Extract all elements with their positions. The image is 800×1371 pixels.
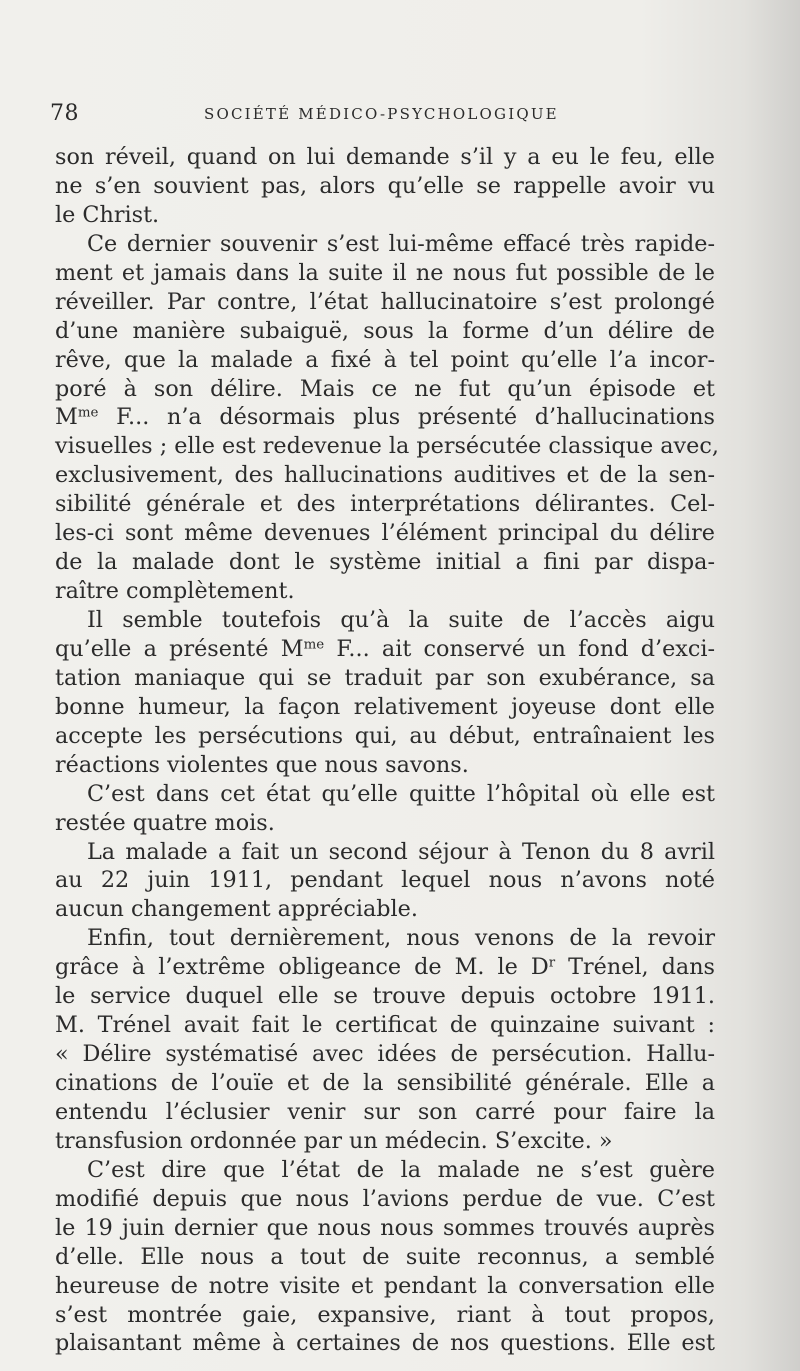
text-line: tation maniaque qui se traduit par son exubérance, sa <box>55 664 715 691</box>
text-line: réactions violentes que nous savons. <box>55 751 469 778</box>
text-line: aucun changement appréciable. <box>55 896 418 923</box>
text-line: Ce dernier souvenir s’est lui-même effacé très rapide- <box>87 230 715 257</box>
page-number: 78 <box>50 101 79 126</box>
text-line: rêve, que la malade a fixé à tel point qu’elle l’a incor- <box>55 346 715 373</box>
running-head: SOCIÉTÉ MÉDICO-PSYCHOLOGIQUE <box>204 105 559 123</box>
text-line: visuelles ; elle est redevenue la persécutée classique avec, <box>55 433 719 460</box>
text-line: ment et jamais dans la suite il ne nous fut possible de le <box>55 259 715 286</box>
text-line: transfusion ordonnée par un médecin. S’excite. » <box>55 1127 613 1154</box>
text-line: le Christ. <box>55 201 160 228</box>
text-line: exclusivement, des hallucinations auditives et de la sen- <box>55 462 715 489</box>
text-line: son réveil, quand on lui demande s’il y a eu le feu, elle <box>55 144 715 170</box>
text-line: d’une manière subaiguë, sous la forme d’un délire de <box>55 317 715 344</box>
text-line: C’est dire que l’état de la malade ne s’est guère <box>87 1156 715 1183</box>
text-line: poré à son délire. Mais ce ne fut qu’un épisode et <box>55 375 715 402</box>
text-line: au 22 juin 1911, pendant lequel nous n’avons noté <box>55 867 715 894</box>
text-line: s’est montrée gaie, expansive, riant à tout propos, <box>55 1301 715 1328</box>
text-line: réveiller. Par contre, l’état hallucinatoire s’est prolongé <box>55 288 715 315</box>
text-line: plaisantant même à certaines de nos questions. Elle est <box>55 1330 715 1357</box>
text-line: entendu l’éclusier venir sur son carré pour faire la <box>55 1098 715 1125</box>
text-line: qu’elle a présenté $M^{me}$ F... ait conservé un fond d’exci- <box>55 635 716 662</box>
text-line: sibilité générale et des interprétations délirantes. Cel- <box>55 491 715 518</box>
text-line: raître complètement. <box>55 578 295 605</box>
text-line: ne s’en souvient pas, alors qu’elle se rappelle avoir vu <box>55 172 715 199</box>
text-line: grâce à l’extrême obligeance de M. le $D^r$ Trénel, dans <box>55 954 716 981</box>
text-line: « Délire systématisé avec idées de persécution. Hallu- <box>55 1041 715 1068</box>
body-text <box>55 143 719 1358</box>
text-line: Enfin, tout dernièrement, nous venons de la revoir <box>87 925 715 952</box>
text-line: bonne humeur, la façon relativement joyeuse dont elle <box>55 693 715 720</box>
text-line: M. Trénel avait fait le certificat de quinzaine suivant : <box>55 1012 715 1039</box>
text-line: La malade a fait un second séjour à Tenon du 8 avril <box>87 838 715 865</box>
text-line: d’elle. Elle nous a tout de suite reconnus, a semblé <box>55 1243 715 1270</box>
page-header <box>50 101 730 131</box>
text-line: cinations de l’ouïe et de la sensibilité générale. Elle a <box>55 1070 715 1096</box>
text-line: $M^{me}$ F... n’a désormais plus présenté d’hallucinations <box>55 404 715 431</box>
text-line: heureuse de notre visite et pendant la conversation elle <box>55 1272 715 1299</box>
text-line: restée quatre mois. <box>55 809 275 836</box>
text-line: le 19 juin dernier que nous nous sommes trouvés auprès <box>55 1214 715 1241</box>
text-line: les-ci sont même devenues l’élément principal du délire <box>55 520 715 547</box>
text-line: Il semble toutefois qu’à la suite de l’accès aigu <box>87 607 715 633</box>
text-line: accepte les persécutions qui, au début, entraînaient les <box>55 722 715 749</box>
text-line: de la malade dont le système initial a fini par dispa- <box>55 549 715 576</box>
text-line: modifié depuis que nous l’avions perdue de vue. C’est <box>55 1185 715 1212</box>
text-line: le service duquel elle se trouve depuis octobre 1911. <box>55 983 715 1010</box>
text-line: C’est dans cet état qu’elle quitte l’hôpital où elle est <box>87 780 715 807</box>
